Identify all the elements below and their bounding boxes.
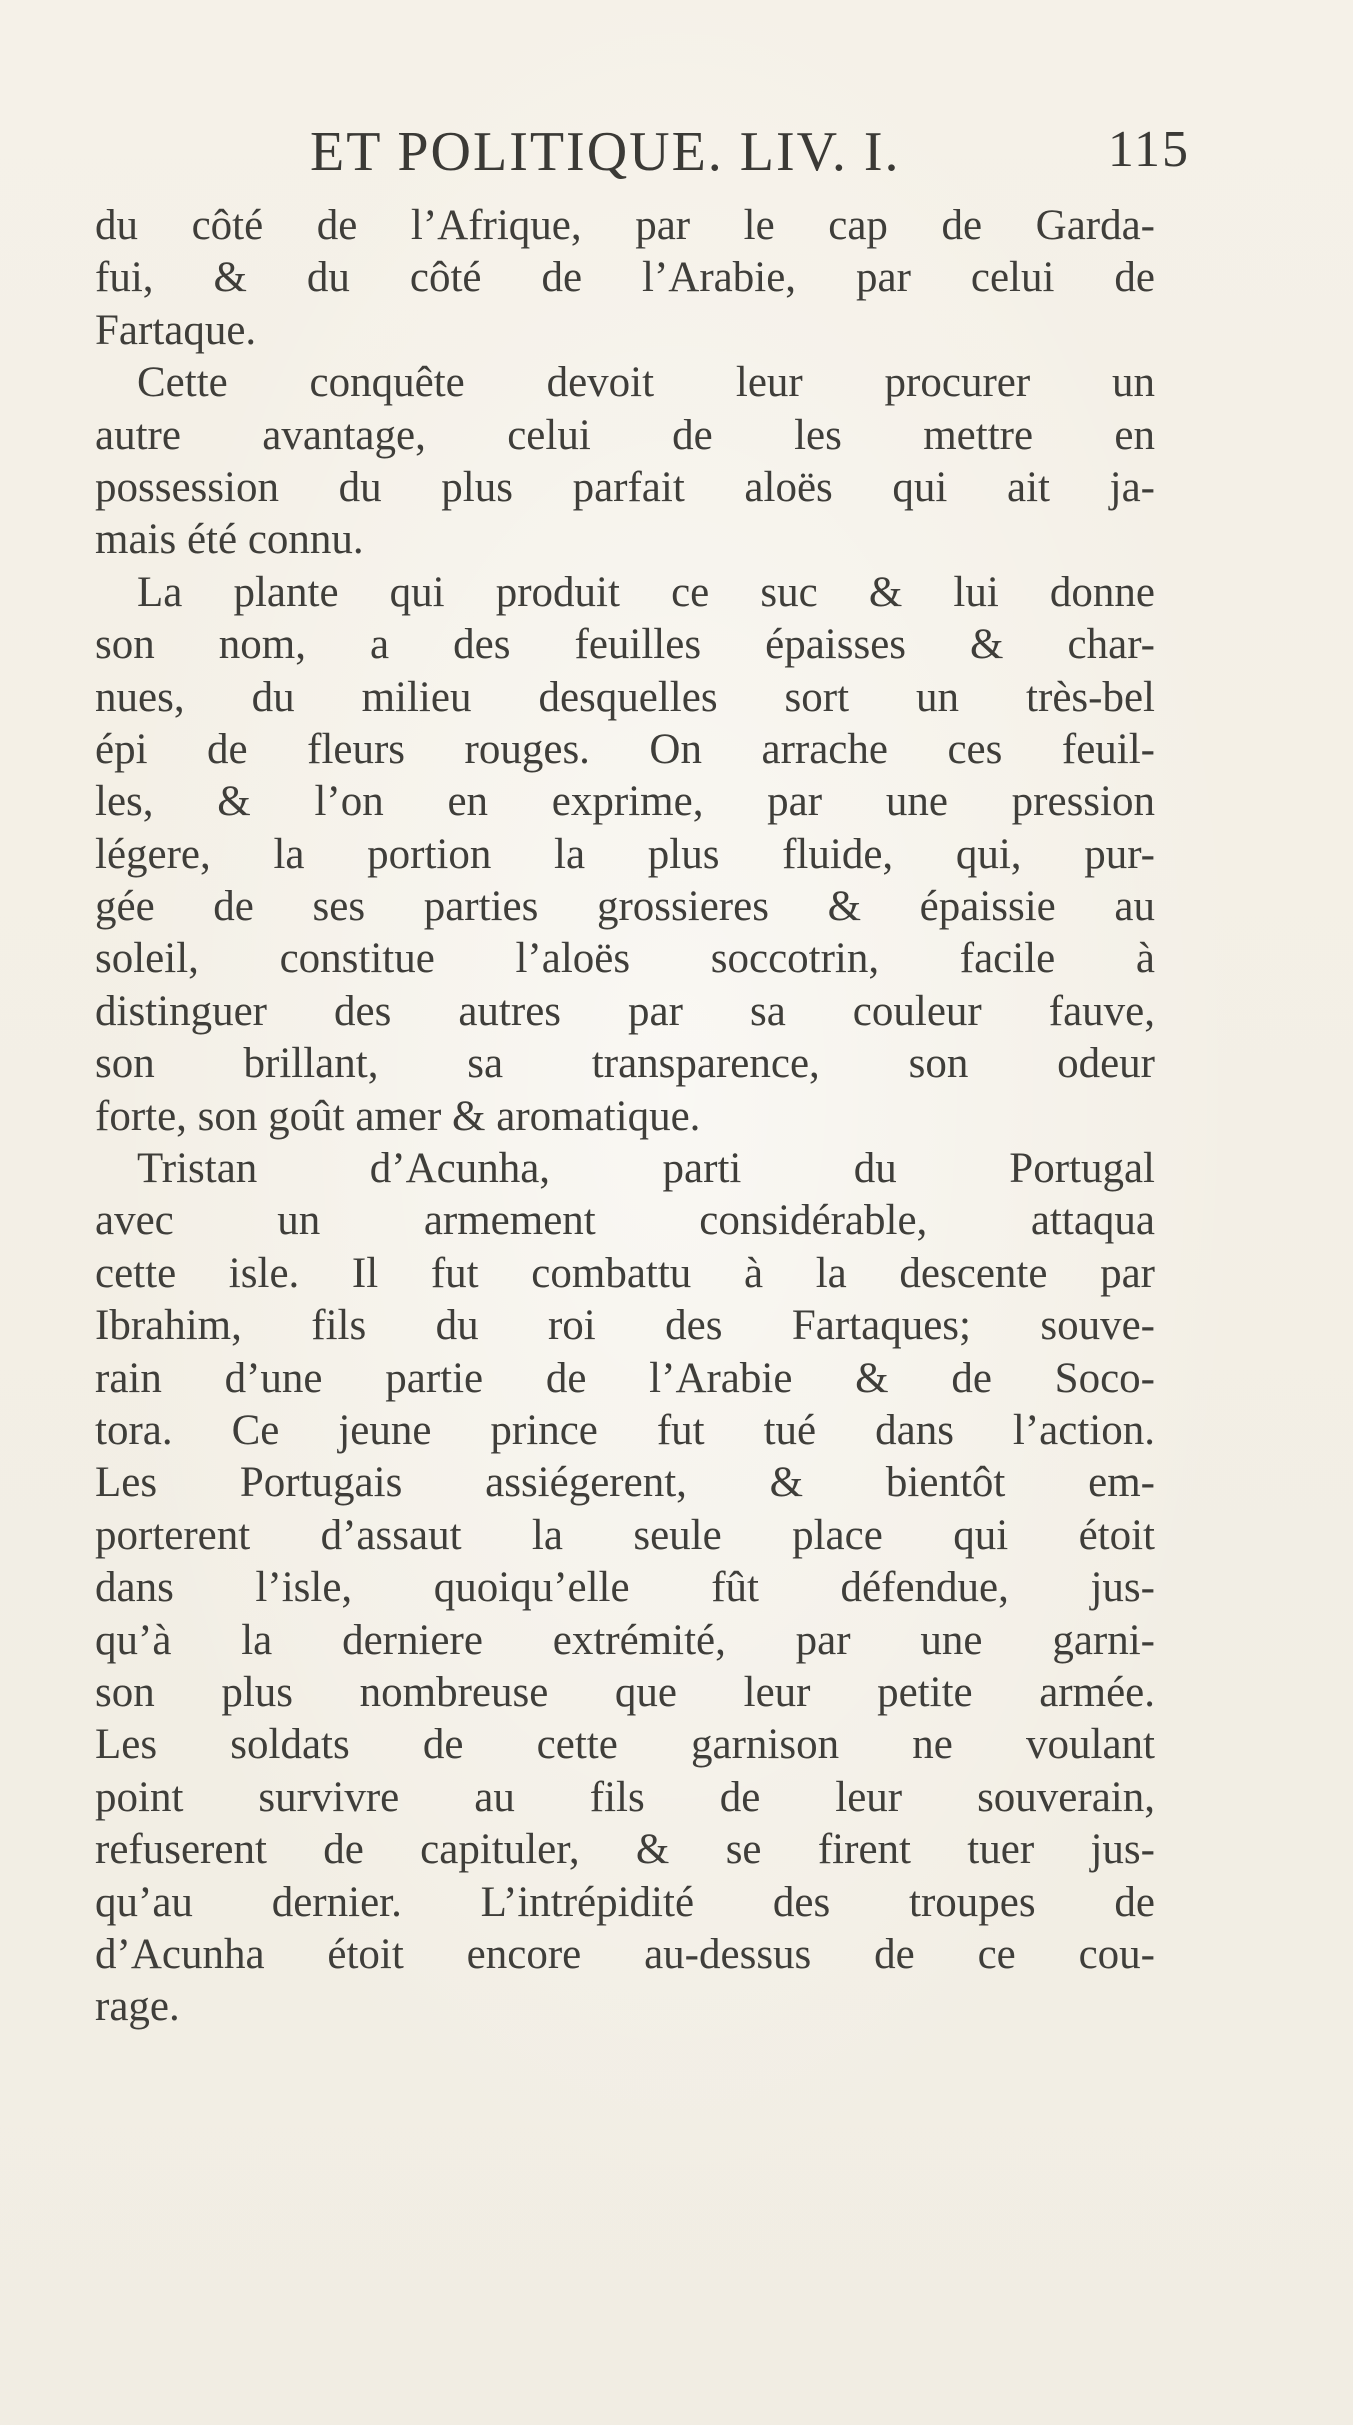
text-line: gée de ses parties grossieres & épaissie au	[95, 883, 1155, 931]
text-line: son brillant, sa transparence, son odeur	[95, 1040, 1155, 1088]
text-line: dans l’isle, quoiqu’elle fût défendue, jus-	[95, 1564, 1155, 1612]
text-line: refuserent de capituler, & se firent tuer jus-	[95, 1826, 1155, 1874]
text-line: soleil, constitue l’aloës soccotrin, facile à	[95, 935, 1155, 983]
text-line: les, & l’on en exprime, par une pression	[95, 778, 1155, 826]
text-line: épi de fleurs rouges. On arrache ces feuil-	[95, 725, 1155, 773]
paragraph-first-line: Cette conquête devoit leur procurer un	[137, 359, 1155, 407]
text-line: cette isle. Il fut combattu à la descente par	[95, 1249, 1155, 1297]
paragraph-first-line: La plante qui produit ce suc & lui donne	[137, 568, 1155, 616]
text-line: nues, du milieu desquelles sort un très-bel	[95, 673, 1155, 721]
text-line: Les soldats de cette garnison ne voulant	[95, 1721, 1155, 1769]
text-line: possession du plus parfait aloës qui ait ja-	[95, 463, 1155, 511]
text-line: son plus nombreuse que leur petite armée.	[95, 1668, 1155, 1716]
text-line: mais été connu.	[95, 516, 364, 564]
text-line: qu’au dernier. L’intrépidité des troupes de	[95, 1878, 1155, 1926]
text-line: forte, son goût amer & aromatique.	[95, 1092, 701, 1140]
text-line: tora. Ce jeune prince fut tué dans l’action.	[95, 1406, 1155, 1454]
paragraph-first-line: Tristan d’Acunha, parti du Portugal	[137, 1145, 1155, 1193]
text-line: du côté de l’Afrique, par le cap de Garda-	[95, 202, 1155, 249]
text-line: qu’à la derniere extrémité, par une garni-	[95, 1616, 1155, 1664]
running-head: ET POLITIQUE. LIV. I.	[310, 121, 901, 183]
text-line: rage.	[95, 1983, 180, 2031]
text-line: fui, & du côté de l’Arabie, par celui de	[95, 254, 1155, 302]
text-line: Fartaque.	[95, 306, 257, 354]
text-line: légere, la portion la plus fluide, qui, pur-	[95, 830, 1155, 878]
page-number: 115	[1107, 121, 1190, 178]
text-line: d’Acunha étoit encore au-dessus de ce cou-	[95, 1930, 1155, 1978]
text-line: avec un armement considérable, attaqua	[95, 1197, 1155, 1245]
text-line: Ibrahim, fils du roi des Fartaques; souve-	[95, 1302, 1155, 1350]
body-text	[95, 200, 1155, 2034]
text-line: son nom, a des feuilles épaisses & char-	[95, 621, 1155, 669]
page-header	[310, 120, 1190, 190]
text-line: autre avantage, celui de les mettre en	[95, 411, 1155, 459]
text-line: porterent d’assaut la seule place qui étoit	[95, 1511, 1155, 1559]
text-line: rain d’une partie de l’Arabie & de Soco-	[95, 1354, 1155, 1402]
text-line: point survivre au fils de leur souverain,	[95, 1773, 1155, 1821]
text-line: Les Portugais assiégerent, & bientôt em-	[95, 1459, 1155, 1507]
text-line: distinguer des autres par sa couleur fauve,	[95, 987, 1155, 1035]
